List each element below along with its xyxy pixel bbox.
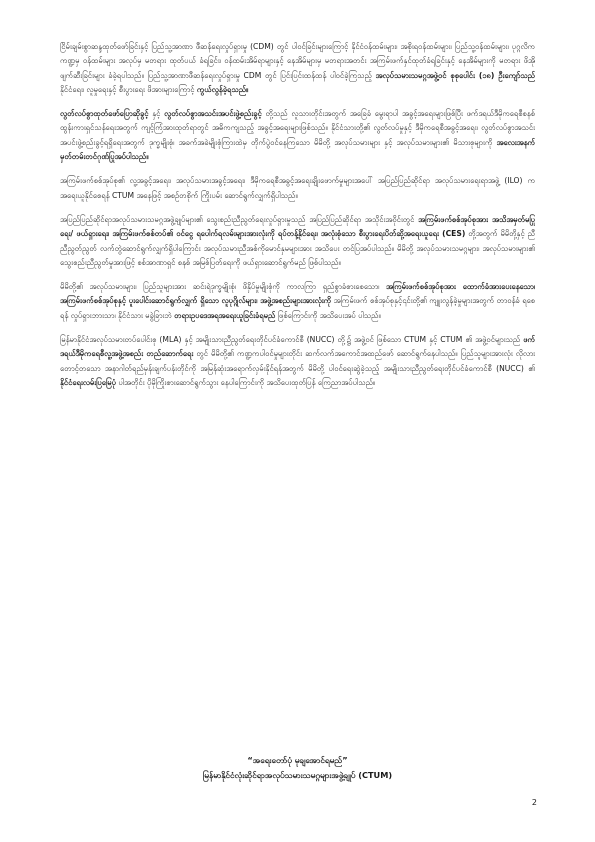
paragraph-ilo bbox=[60, 174, 535, 203]
paragraph-international-solidarity bbox=[60, 213, 535, 270]
page-number: 2 bbox=[531, 798, 537, 807]
text: အပြည်ပြည်ဆိုင်ရာအလုပ်သမားသမဂ္ဂအဖွဲ့ချုပ်များ၏ သွေးစည်းညီညွတ်ရေးလှုပ်ရှားမှုသည် အပြည်ပြည်ဆိုင်ရာ အသိုင်းအဝိုင်းတွင် bbox=[60, 214, 419, 224]
text: ငြိမ်းချမ်းစွာဆန္ဒထုတ်ဖော်ခြင်းနှင့် ပြည်သူ့အာဏာ ဖီဆန်ရေးလှုပ်ရှားမှု (CDM) တွင် ပါဝင်ခြင်းများကြောင့် နိုင်ငံဝန်ထမ်းများ၊ အစိုးရဝန်ထမ်းများ၊ ပြည်သူ့ဝန်ထမ်းများ၊ ပုဂ္ဂလိကကဏ္ဍမှ ဝန်ထမ်းများ အလုပ်မှ မတရား ထုတ်ပယ် ခံရခြင်း၊ ဝန်ထမ်းအိမ်ရာများနှင့် နေအိမ်များမှ မတရားအတင်း အကြမ်းဖက်နှင်ထုတ်ခံရခြင်းနှင့် နေအိမ်များကို မတရား ဖိအိုဖျက်ဆီးခြင်းများ ခံခဲ့ရပါသည်။ ပြည်သူ့အာဏာဖီဆန်ရေးလှုပ်ရှားမှု CDM တွင် ပြင်းပြင်းထန်ထန် ပါဝင်ခဲ့ကြသည့် bbox=[60, 42, 535, 80]
bold-text: လွတ်လပ်စွာအသင်းအပင်းဖွဲ့စည်းခွင့် bbox=[164, 109, 262, 119]
text: မြန်မာနိုင်ငံအလုပ်သမားတပ်ပေါင်းစု (MLA) နှင့် အမျိုးသားညီညွတ်ရေးတိုင်ပင်ခံကောင်စီ (NUCC) တို့၌ အဖွဲ့ဝင် ဖြစ်သော CTUM နှင့် CTUM ၏ အဖွဲ့ဝင်များသည် bbox=[60, 335, 524, 345]
bold-text: နိုင်ငံရေးလမ်းပြမြေပုံ bbox=[60, 377, 116, 387]
text: နိုင်ငံရေး၊ လူမှုရေးနှင့် စီးပွားရေး ဖိအားများကြောင့် bbox=[60, 84, 197, 94]
paragraph-accountability bbox=[60, 280, 535, 323]
paragraph-cdm bbox=[60, 40, 535, 97]
bold-text: အလေးအနက် မှတ်တမ်းတင်ဂုဏ်ပြုအပ်ပါသည်။ bbox=[60, 137, 535, 162]
text: အကြမ်းဖက် စစ်အုပ်စုနှင့်၎င်းတို့၏ ကျူးလွန်ခဲ့မှုများအတွက် တာဝန်ခံ ရစေရန် လှုပ်ရှားဘားသာ၊ နိုင်ငံသား မခွဲခြားဘဲ bbox=[60, 296, 535, 320]
document-body bbox=[60, 40, 535, 400]
slogan: “အရေးတော်ပုံ မုချအောင်ရမည်” bbox=[247, 755, 348, 765]
bold-text: အကြမ်းဖက်စစ်အုပ်စုအား ထောက်ခံအားပေးနေသော၊ အကြမ်းဖက်စစ်အုပ်စုနှင့် ပူးပေါင်းဆောင်ရွက်လျှက် ရှိသော လူပုဂ္ဂိုလ်များ၊ အဖွဲ့အစည်းများအားလုံးကို bbox=[60, 282, 535, 306]
closing-block bbox=[60, 753, 535, 783]
organization-name: မြန်မာနိုင်ငံလုံးဆိုင်ရာအလုပ်သမားသမဂ္ဂများအဖွဲ့ချုပ် (CTUM) bbox=[202, 770, 393, 780]
text: နှင့် bbox=[148, 109, 165, 119]
text: ပါအတိုင်း ပိုမိုကြိုးစားဆောင်ရွက်သွား နေပါကြောင်းကို အသိပေးထုတ်ပြန် ကြေညာအပ်ပါသည်။ bbox=[115, 377, 376, 387]
bold-text: ဖက်ဒရယ်ဒီမိုကရေစီလူ့အဖွဲ့အစည်း တည်ဆောက်ရေး bbox=[60, 335, 535, 359]
text: အကြမ်းဖက်စစ်အုပ်စု၏ လူ့အခွင့်အရေး၊ အလုပ်သမားအခွင့်အရေး၊ ဒီမိုကရေစီအခွင့်အရေးချိုးဖောက်မှုများအပေါ် အပြည်ပြည်ဆိုင်ရာ အလုပ်သမားရေးရာအဖွဲ့ (ILO) က အရေးယူနိုင်စေရန် CTUM အနေဖြင့် အစဉ်တစိုက် ကြိုးပမ်း ဆောင်ရွက်လျှက်ရှိပါသည်။ bbox=[60, 176, 535, 200]
text: တို့သည် လူသားတိုင်းအတွက် အခြေခံ မွေးရာပါ အခွင့်အရေးများဖြစ်ပြီး ဖက်ဒရယ်ဒီမိုကရေစီစနစ် ထွန်းကားရှင်သန်ရေးအတွက် ကျင့်ကြံအားထုတ်ရာတွင် အဓိကကျသည့် အခွင့်အရေးများဖြစ်သည်။ နိုင်ငံသားတို့၏ လွတ်လပ်မှုနှင့် ဒီမိုကရေစီအခွင့်အရေး၊ လွတ်လပ်စွာအသင်း အပင်းဖွဲ့စည်းခွင့်ရရှိရေးအတွက် ဒုက္ခမျိုးစုံ၊ အခက်အခဲမျိုးစုံကြားထဲမှ တိုက်ပွဲဝင်နေကြသော မိမိတို့ အလုပ်သမားများ နှင့် အလုပ်သမားများ၏ မိသားစုများကို bbox=[60, 109, 535, 147]
text: မိမိတို့၏ အလုပ်သမားများ၊ ပြည်သူများအား ဆင်းရဲဒုက္ခမျိုးစုံ၊ ဖိနှိပ်မှုမျိုးစုံကို ကာလကြာ ရှည်စွာခံစားစေသော၊ bbox=[60, 282, 386, 292]
paragraph-freedom-of-expression bbox=[60, 107, 535, 164]
bold-text: အလုပ်သမားသမဂ္ဂအဖွဲ့ဝင် စုစုပေါင်း (၁၈) ဦးကျော်သည် bbox=[375, 70, 536, 80]
paragraph-federal-democracy bbox=[60, 333, 535, 390]
bold-text: အကြမ်းဖက်စစ်အုပ်စုအား အသိအမှတ်မပြုရေး/ ဖယ်ရှားရေး၊ အကြမ်းဖက်စစ်တပ်၏ ဝင်ငွေ ရပေါက်ရလမ်းများအားလုံးကို ရပ်တန့်နိုင်ရေး၊ အလုံးစုံသော စီးပွားရေးပိတ်ဆို့အရေးယူရေး (CES) bbox=[60, 214, 535, 239]
text: ဖြစ်ကြောင်းကို အသိပေးအပ် ပါသည်။ bbox=[275, 310, 381, 320]
bold-text: တရားဥပဒေအရအရေးယူခြင်းခံရမည် bbox=[174, 310, 276, 320]
bold-text: လွတ်လပ်စွာထုတ်ဖော်ပြောဆိုခွင့် bbox=[60, 109, 149, 119]
text: တို့အတွက် မိမိတို့နှင့် ညီညီညွတ်ညွတ် လက်တွဲဆောင်ရွက်လျှက်ရှိပါကြောင်း အလုပ်သမားညီအစ်ကိုမောင်နှမများအား အသိပေး တင်ပြအပ်ပါသည်။ မိမိတို့ အလုပ်သမားသမဂ္ဂများ၊ အလုပ်သမားများ၏ သွေးစည်းညီညွတ်မှုအားဖြင့် စစ်အာဏာရှင် စနစ် အမြစ်ပြတ်ရေးကို ဖယ်ရှားဆောင်ရွက်မည် ဖြစ်ပါသည်။ bbox=[60, 229, 535, 267]
bold-text: ကွယ်လွန်ခဲ့ရသည်။ bbox=[196, 84, 249, 94]
text: တွင် မိမိတို့၏ ကဏ္ဍကပါဝင်မှုများတိုင်း ဆက်လက်အကောင်အထည်ဖော် ဆောင်ရွက်နေပါသည်။ ပြည်သူများအားလုံး လိုလား တောင့်တသော အနာဂါတ်ရည်မှန်းချက်ပန်းတိုင်ကို အမြန်ဆုံးအရောက်လှမ်းနိုင်ရန်အတွက် မိမိတို့ ပါဝင်ရေးဆွဲခဲ့သည့် အမျိုးသားညီညွတ်ရေးတိုင်ပင်ခံကောင်စီ (NUCC) ၏ bbox=[60, 349, 535, 373]
